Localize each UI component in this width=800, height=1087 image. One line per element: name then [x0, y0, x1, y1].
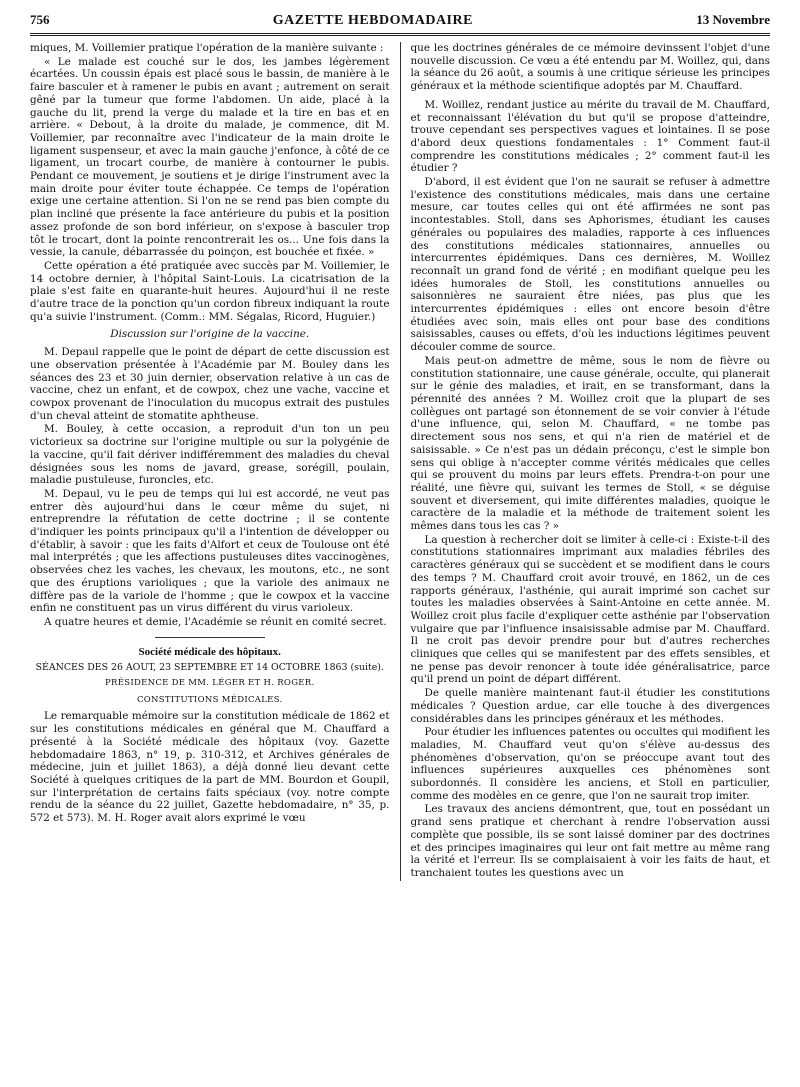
right-column	[400, 42, 770, 881]
presidence-line: PRÉSIDENCE DE MM. LÉGER ET H. ROGER.	[104, 678, 315, 689]
paragraph: M. Woillez, rendant justice au mérite du travail de M. Chauffard, et reconnaissant l'élévation du but qu'il se propose d'atteindre, trouve cependant ses perspectives vagues et lointaines. Il se pose d'abord deux questions fondamentales : 1° Comment faut-il comprendre les constitutions médicales ; 2° comment faut-il les étudier ?	[410, 98, 770, 175]
left-column	[30, 42, 400, 881]
subsection-heading: CONSTITUTIONS MÉDICALES.	[136, 694, 283, 705]
paragraph: De quelle manière maintenant faut-il étudier les constitutions médicales ? Question ardue, car elle touche à des divergences considérables dans les principes généraux et les méthodes.	[410, 687, 770, 725]
society-heading: Société médicale des hôpitaux.	[138, 645, 281, 658]
page-header	[30, 12, 770, 30]
paragraph: miques, M. Voillemier pratique l'opération de la manière suivante :	[30, 42, 384, 54]
paragraph: M. Depaul, vu le peu de temps qui lui est accordé, ne veut pas entrer dès aujourd'hui dans le cœur même du sujet, ni entreprendre la réfutation de cette doctrine ; il se contente d'indiquer les points principaux qu'il a l'intention de développer ou d'établir, à savoir : que les faits d'Alfort et ceux de Toulouse ont été mal interprétés ; que les affections pustuleuses dites vaccinogènes, observées chez les vaches, les chevaux, les moutons, etc., ne sont que des éruptions varioliques ; que la variole des animaux ne diffère pas de la variole de l'homme ; que le cowpox et la vaccine enfin ne constituent pas un virus différent du virus varioleux.	[30, 487, 390, 615]
paragraph: Le remarquable mémoire sur la constitution médicale de 1862 et sur les constitutions médicales en général que M. Chauffard a présenté à la Société médicale des hôpitaux (voy. Gazette hebdomadaire 1863, n° 19, p. 310-312, et Archives générales de médecine, juin et juillet 1863), a déjà donné lieu devant cette Société à quelques critiques de la part de MM. Bourdon et Goupil, sur l'interprétation de certains faits spéciaux (voy. notre compte rendu de la séance du 22 juillet, Gazette hebdomadaire, n° 35, p. 572 et 573). M. H. Roger avait alors exprimé le vœu	[30, 710, 390, 825]
text-columns	[30, 42, 770, 881]
paragraph: Cette opération a été pratiquée avec succès par M. Voillemier, le 14 octobre dernier, à l'hôpital Saint-Louis. La cicatrisation de la plaie s'est faite en quarante-huit heures. Aujourd'hui il ne reste d'autre trace de la ponction qu'un cordon fibreux indiquant la route qu'a suivie l'instrument. (Comm.: MM. Ségalas, Ricord, Huguier.)	[30, 259, 390, 323]
discussion-heading: Discussion sur l'origine de la vaccine.	[110, 328, 310, 341]
paragraph: Pour étudier les influences patentes ou occultes qui modifient les maladies, M. Chauffard veut qu'on s'élève au-dessus des phénomènes d'observation, qu'on se préoccupe avant tout des influences supérieures auxquelles ces phénomènes sont subordonnés. Il considère les anciens, et Stoll en particulier, comme des modèles en ce genre, que l'on ne saurait trop imiter.	[410, 726, 770, 802]
paragraph: A quatre heures et demie, l'Académie se réunit en comité secret.	[44, 615, 387, 628]
paragraph: que les doctrines générales de ce mémoire devinssent l'objet d'une nouvelle discussion. Ce vœu a été entendu par M. Woillez, qui, dans la séance du 26 août, a soumis à une critique sérieuse les principes généraux et la méthode scientifique adoptés par M. Chauffard.	[410, 42, 770, 93]
paragraph: La question à rechercher doit se limiter à celle-ci : Existe-t-il des constitutions stationnaires imprimant aux maladies fébriles des caractères généraux qui se succèdent et se modifient dans le cours des temps ? M. Chauffard croit avoir trouvé, en 1862, un de ces rapports généraux, l'asthénie, qui aurait imprimé son cachet sur toutes les maladies observées à Saint-Antoine en cette année. M. Woillez croit plus facile d'expliquer cette asthénie par l'observation vulgaire que par l'influence insaisissable admise par M. Chauffard. Il ne croit pas devoir prendre pour but d'autres recherches cliniques que celles qui se manifestent par des effets sensibles, et ne pense pas devoir renoncer à toute idée généralisatrice, parce qu'il prend un point de départ différent.	[410, 533, 770, 686]
seance-dates: SÉANCES DES 26 AOUT, 23 SEPTEMBRE ET 14 OCTOBRE 1863 (suite).	[35, 662, 384, 674]
paragraph: « Le malade est couché sur le dos, les jambes légèrement écartées. Un coussin épais est placé sous le bassin, de manière à le faire basculer et à ramener le pubis en avant ; autrement on serait gêné par la tumeur que forme l'abdomen. Un aide, placé à la gauche du lit, prend la verge du malade et la tire en bas et en arrière. « Debout, à la droite du malade, je commence, dit M. Voillemier, par reconnaître avec l'indicateur de la main droite le ligament suspenseur, et avec la main gauche j'enfonce, à côté de ce ligament, un trocart courbe, de manière à contourner le pubis. Pendant ce mouvement, je soutiens et je dirige l'instrument avec la main droite pour éviter toute échappée. Ce temps de l'opération exige une certaine attention. Si l'on ne se rend pas bien compte du plan incliné que présente la face antérieure du pubis et la position assez profonde de son bord inférieur, on s'expose à basculer trop tôt le trocart, dont la pointe rencontrerait les os... Une fois dans la vessie, la canule, débarrassée du poinçon, est bouchée et fixée. »	[30, 55, 390, 259]
paragraph: Mais peut-on admettre de même, sous le nom de fièvre ou constitution stationnaire, une cause générale, occulte, qui planerait sur le génie des maladies, et irait, en se transformant, dans la pérennité des années ? M. Woillez croit que la plupart de ses collègues ont partagé son étonnement de se voir convier à l'étude d'une influence, qui, selon M. Chauffard, « ne tombe pas directement sous nos sens, et qui n'a rien de matériel et de saisissable. » Ce n'est pas un dédain préconçu, c'est le simple bon sens qui oblige à n'accepter comme vérités médicales que celles qui se prouvent du moins par leurs effets. Prendra-t-on pour une réalité, une fièvre qui, suivant les termes de Stoll, « se déguise souvent et diversement, qui imite différentes maladies, quoique le caractère de la maladie et la méthode de traitement soient les mêmes dans tous les cas ? »	[410, 354, 770, 533]
paragraph: M. Depaul rappelle que le point de départ de cette discussion est une observation présentée à l'Académie par M. Bouley dans les séances des 23 et 30 juin dernier, observation relative à un cas de vaccine, chez un enfant, et de cowpox, chez une vache, vaccine et cowpox provenant de l'inoculation du mucopus extrait des pustules d'un cheval atteint de stomatite aphtheuse.	[30, 346, 390, 422]
paragraph: D'abord, il est évident que l'on ne saurait se refuser à admettre l'existence des constitutions médicales, mais dans une certaine mesure, car toutes celles qui ont été affirmées ne sont pas incontestables. Stoll, dans ses Aphorismes, étudiant les causes générales ou populaires des maladies, rapporte à ces influences des constitutions médicales stationnaires, annuelles ou intercurrentes épidémiques. Dans ces dernières, M. Woillez reconnaît un grand fond de vérité ; en modifiant quelque peu les idées humorales de Stoll, les constitutions annuelles ou saisonnières ne sauraient être niées, pas plus que les intercurrentes épidémiques : elles ont encore besoin d'être étudiées avec soin, mais elles ont pour base des conditions saisissables, causes ou effets, d'où les inductions légitimes peuvent découler comme de source.	[410, 176, 770, 354]
page-number: 756	[30, 12, 50, 27]
journal-title: GAZETTE HEBDOMADAIRE	[272, 13, 473, 28]
issue-date: 13 Novembre	[696, 12, 770, 27]
paragraph: M. Bouley, à cette occasion, a reproduit d'un ton un peu victorieux sa doctrine sur l'origine multiple ou sur la polygénie de la vaccine, qu'il fait dériver indifféremment des maladies du cheval désignées sous les noms de javard, grease, sorégill, poulain, maladie pustuleuse, furoncles, etc.	[30, 423, 390, 487]
header-rule	[30, 33, 770, 36]
paragraph: Les travaux des anciens démontrent, que, tout en possédant un grand sens pratique et cherchant à rendre l'observation aussi complète que possible, ils se sont laissé dominer par des doctrines et des principes imaginaires qui leur ont fait mettre au même rang la vérité et l'erreur. Ils se complaisaient à voir les faits de haut, et tranchaient toutes les questions avec un	[410, 803, 770, 879]
section-divider	[155, 637, 265, 638]
